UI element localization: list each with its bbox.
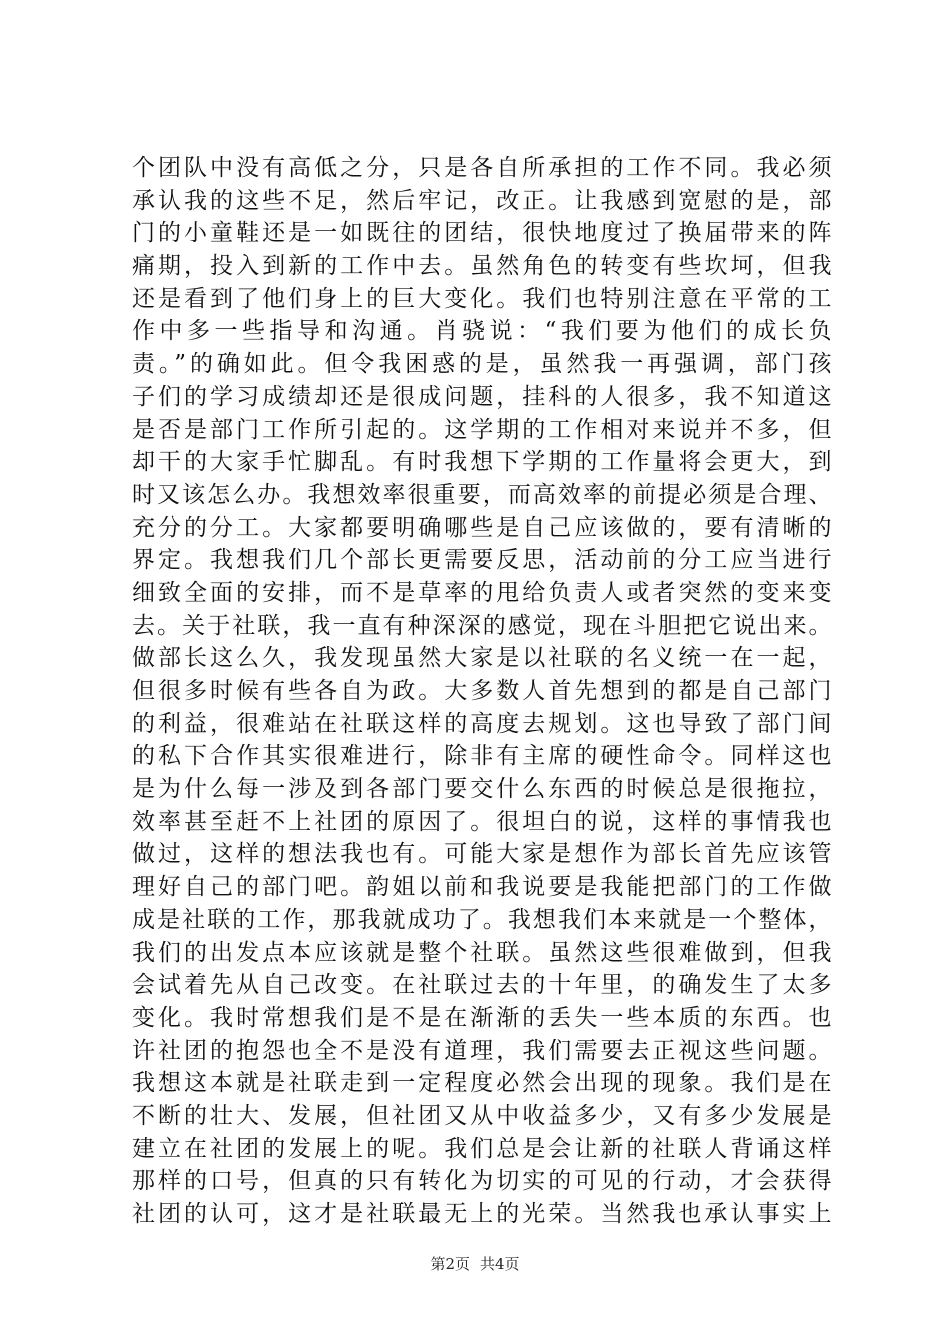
text-line: 我想这本就是社联走到一定程度必然会出现的现象。我们是在: [132, 1070, 832, 1097]
text-line: 个团队中没有高低之分，只是各自所承担的工作不同。我必须: [132, 155, 832, 181]
text-line: 充分的分工。大家都要明确哪些是自己应该做的，要有清晰的: [132, 514, 832, 541]
text-line: 细致全面的安排，而不是草率的甩给负责人或者突然的变来变: [132, 579, 832, 606]
text-line: 是否是部门工作所引起的。这学期的工作相对来说并不多，但: [132, 416, 832, 443]
text-line: 变化。我时常想我们是不是在渐渐的丢失一些本质的东西。也: [132, 1004, 832, 1031]
text-line: 却干的大家手忙脚乱。有时我想下学期的工作量将会更大，到: [132, 449, 832, 476]
page-number: 第2页: [430, 1255, 470, 1273]
text-line: 效率甚至赶不上社团的原因了。很坦白的说，这样的事情我也: [132, 808, 832, 835]
text-line: 承认我的这些不足，然后牢记，改正。让我感到宽慰的是，部: [132, 187, 832, 214]
text-line: 是为什么每一涉及到各部门要交什么东西的时候总是很拖拉，: [132, 776, 832, 803]
text-line: 会试着先从自己改变。在社联过去的十年里，的确发生了太多: [132, 972, 832, 999]
text-line: 许社团的抱怨也全不是没有道理，我们需要去正视这些问题。: [132, 1037, 832, 1064]
text-line: 子们的学习成绩却还是很成问题，挂科的人很多，我不知道这: [132, 383, 832, 410]
text-line: 不断的壮大、发展，但社团又从中收益多少，又有多少发展是: [132, 1102, 832, 1129]
text-line: 我们的出发点本应该就是整个社联。虽然这些很难做到，但我: [132, 939, 832, 966]
text-line: 建立在社团的发展上的呢。我们总是会让新的社联人背诵这样: [132, 1135, 832, 1162]
text-line: 还是看到了他们身上的巨大变化。我们也特别注意在平常的工: [132, 285, 832, 312]
text-line: 但很多时候有些各自为政。大多数人首先想到的都是自己部门: [132, 678, 832, 704]
text-line: 的利益，很难站在社联这样的高度去规划。这也导致了部门间: [132, 710, 832, 737]
text-line: 作中多一些指导和沟通。肖骁说：“我们要为他们的成长负: [132, 318, 832, 345]
text-line: 责。”的确如此。但令我困惑的是，虽然我一再强调，部门孩: [132, 351, 832, 378]
text-line: 成是社联的工作，那我就成功了。我想我们本来就是一个整体，: [132, 906, 832, 933]
text-line: 痛期，投入到新的工作中去。虽然角色的转变有些坎坷，但我: [132, 253, 832, 280]
body-text: [132, 152, 832, 1231]
text-line: 理好自己的部门吧。韵姐以前和我说要是我能把部门的工作做: [132, 874, 832, 901]
text-line: 的私下合作其实很难进行，除非有主席的硬性命令。同样这也: [132, 743, 832, 770]
text-line: 做部长这么久，我发现虽然大家是以社联的名义统一在一起，: [132, 645, 832, 672]
text-line: 做过，这样的想法我也有。可能大家是想作为部长首先应该管: [132, 841, 832, 868]
text-line: 门的小童鞋还是一如既往的团结，很快地度过了换届带来的阵: [132, 220, 832, 247]
text-line: 社团的认可，这才是社联最无上的光荣。当然我也承认事实上: [132, 1201, 832, 1227]
text-line: 那样的口号，但真的只有转化为切实的可见的行动，才会获得: [132, 1168, 832, 1195]
page-footer: [0, 1254, 950, 1274]
text-line: 界定。我想我们几个部长更需要反思，活动前的分工应当进行: [132, 547, 832, 574]
page-total: 共4页: [480, 1255, 520, 1273]
text-line: 时又该怎么办。我想效率很重要，而高效率的前提必须是合理、: [132, 481, 832, 508]
text-line: 去。关于社联，我一直有种深深的感觉，现在斗胆把它说出来。: [132, 612, 832, 639]
